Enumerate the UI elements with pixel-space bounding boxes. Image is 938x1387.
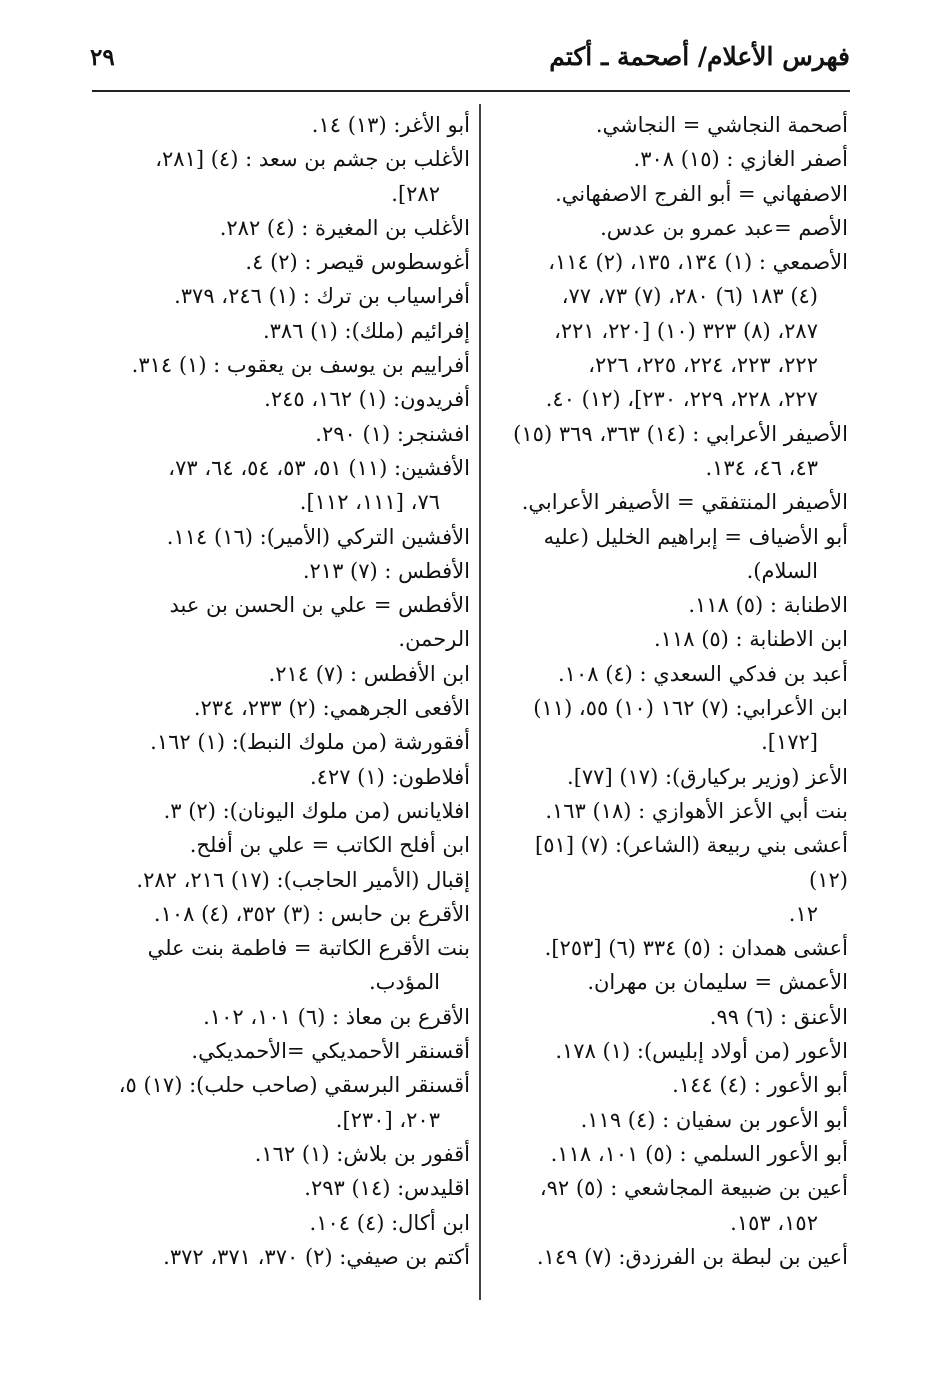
index-entry-line: الأعنق : (٦) ٩٩. xyxy=(709,1004,848,1029)
index-entry xyxy=(492,1171,848,1240)
index-entry-line: أفقورشة (من ملوك النبط): (١) ١٦٢. xyxy=(150,730,470,755)
index-entry-line: الأقرع بن حابس : (٣) ٣٥٢، (٤) ١٠٨. xyxy=(153,901,470,926)
index-entry xyxy=(98,520,470,554)
page-number: ٢٩ xyxy=(90,44,115,71)
index-entry xyxy=(492,417,848,486)
index-entry-line: أبو الأضياف = إبراهيم الخليل (عليه xyxy=(543,524,848,549)
index-entry-line: إقبال (الأمير الحاجب): (١٧) ٢١٦، ٢٨٢. xyxy=(136,867,470,892)
index-entry xyxy=(98,794,470,828)
index-entry-line: الاصفهاني = أبو الفرج الاصفهاني. xyxy=(555,181,848,206)
index-entry-line: أبو الأعور السلمي : (٥) ١٠١، ١١٨. xyxy=(550,1141,848,1166)
index-entry-line: ١٥٢، ١٥٣. xyxy=(730,1210,818,1235)
index-entry xyxy=(492,1137,848,1171)
index-entry-line: أبو الأعور : (٤) ١٤٤. xyxy=(672,1073,848,1098)
index-entry-line: الأصمعي : (١) ١٣٤، ١٣٥، (٢) ١١٤، xyxy=(548,250,848,275)
index-entry xyxy=(492,794,848,828)
index-entry-line: أفراييم بن يوسف بن يعقوب : (١) ٣١٤. xyxy=(131,353,470,378)
index-entry xyxy=(98,725,470,759)
index-entry-line: الأصم =عبد عمرو بن عدس. xyxy=(600,215,848,240)
index-entry-line: الأفعى الجرهمي: (٢) ٢٣٣، ٢٣٤. xyxy=(193,696,470,721)
index-entry-line: أعشى بني ربيعة (الشاعر): (٧) [٥١] (١٢) xyxy=(535,833,848,892)
index-entry xyxy=(98,1034,470,1068)
index-entry xyxy=(492,1103,848,1137)
index-entry xyxy=(492,1000,848,1034)
index-entry-line: ٢٢٢، ٢٢٣، ٢٢٤، ٢٢٥، ٢٢٦، xyxy=(588,353,818,378)
index-entry-line: [١٧٢]. xyxy=(761,730,818,755)
index-entry xyxy=(98,417,470,451)
index-entry xyxy=(492,245,848,416)
right-column xyxy=(492,108,848,1274)
index-entry-line: السلام). xyxy=(746,558,818,583)
index-entry xyxy=(98,245,470,279)
index-entry-line: ٢٠٣، [٢٣٠]. xyxy=(335,1107,440,1132)
index-entry xyxy=(98,760,470,794)
index-entry-line: إفرائيم (ملك): (١) ٣٨٦. xyxy=(262,318,470,343)
index-entry xyxy=(98,314,470,348)
index-entry-line: اقليدس: (١٤) ٢٩٣. xyxy=(304,1176,470,1201)
index-entry xyxy=(492,931,848,965)
index-entry xyxy=(98,108,470,142)
index-entry xyxy=(492,622,848,656)
index-entry-line: أغوسطوس قيصر : (٢) ٤. xyxy=(245,250,470,275)
index-entry-line: ابن الأفطس : (٧) ٢١٤. xyxy=(268,661,470,686)
index-entry-line: أبو الأغر: (١٣) ١٤. xyxy=(311,113,470,137)
index-entry xyxy=(98,554,470,588)
index-entry xyxy=(98,1206,470,1240)
running-title: فهرس الأعلام/ أصحمة ـ أكتم xyxy=(549,42,850,71)
index-entry-line: أبو الأعور بن سفيان : (٤) ١١٩. xyxy=(580,1107,848,1132)
index-entry xyxy=(492,657,848,691)
index-entry-line: الأعز (وزير بركيارق): (١٧) [٧٧]. xyxy=(567,764,848,789)
left-column xyxy=(98,108,470,1274)
index-entry-line: الأصيفر المنتفقي = الأصيفر الأعرابي. xyxy=(521,490,848,515)
index-entry xyxy=(98,1171,470,1205)
index-entry xyxy=(98,348,470,382)
index-entry xyxy=(492,177,848,211)
index-entry xyxy=(492,520,848,589)
index-entry xyxy=(98,382,470,416)
index-entry-line: الأفشين التركي (الأمير): (١٦) ١١٤. xyxy=(166,524,470,549)
page-header xyxy=(90,42,850,82)
index-entry-line: أعبد بن فدكي السعدي : (٤) ١٠٨. xyxy=(557,661,848,686)
index-entry-line: ابن الاطنابة : (٥) ١١٨. xyxy=(653,627,848,652)
index-entry xyxy=(492,691,848,760)
index-entry-line: أفلاطون: (١) ٤٢٧. xyxy=(309,764,470,789)
index-entry-line: الأقرع بن معاذ : (٦) ١٠١، ١٠٢. xyxy=(203,1004,470,1029)
index-entry-line: ٢٢٧، ٢٢٨، ٢٢٩، ٢٣٠]، (١٢) ٤٠. xyxy=(545,387,818,412)
index-entry-line: أصفر الغازي : (١٥) ٣٠٨. xyxy=(633,147,848,172)
index-entry xyxy=(492,211,848,245)
index-entry xyxy=(492,828,848,931)
index-entry xyxy=(98,211,470,245)
index-entry-line: ٧٦، [١١١، ١١٢]. xyxy=(299,490,440,515)
index-entry-line: أكتم بن صيفي: (٢) ٣٧٠، ٣٧١، ٣٧٢. xyxy=(163,1244,470,1269)
column-divider xyxy=(479,104,481,1300)
index-entry xyxy=(98,1000,470,1034)
index-entry-line: الأعمش = سليمان بن مهران. xyxy=(587,970,848,995)
index-entry xyxy=(492,760,848,794)
index-entry xyxy=(98,657,470,691)
index-entry-line: أعين بن ضبيعة المجاشعي : (٥) ٩٢، xyxy=(539,1176,848,1201)
index-entry xyxy=(98,897,470,931)
index-entry xyxy=(98,691,470,725)
index-entry-line: ابن أكال: (٤) ١٠٤. xyxy=(309,1210,470,1235)
index-entry-line: ٢٨٢]. xyxy=(391,181,440,206)
index-entry xyxy=(492,142,848,176)
index-entry-line: المؤدب. xyxy=(368,970,440,995)
index-entry-line: افشنجر: (١) ٢٩٠. xyxy=(315,421,470,446)
index-entry xyxy=(492,1240,848,1274)
index-entry-line: الأفشين: (١١) ٥١، ٥٣، ٥٤، ٦٤، ٧٣، xyxy=(168,455,470,480)
index-entry xyxy=(98,1240,470,1274)
index-entry-line: ابن أفلح الكاتب = علي بن أفلح. xyxy=(189,833,470,858)
index-entry xyxy=(492,485,848,519)
index-entry-line: أفريدون: (١) ١٦٢، ٢٤٥. xyxy=(264,387,470,412)
index-entry-line: أعشى همدان : (٥) ٣٣٤ (٦) [٢٥٣]. xyxy=(544,936,848,961)
index-entry-line: (٤) ١٨٣ (٦) ٢٨٠، (٧) ٧٣، ٧٧، xyxy=(561,284,818,309)
index-entry-line: أقسنقر الأحمديكي =الأحمديكي. xyxy=(191,1039,470,1064)
index-entry xyxy=(98,142,470,211)
index-entry xyxy=(492,965,848,999)
index-entry-line: ١٢. xyxy=(788,901,818,926)
index-entry-line: الأغلب بن جشم بن سعد : (٤) [٢٨١، xyxy=(155,147,470,172)
index-entry-line: الأصيفر الأعرابي : (١٤) ٣٦٣، ٣٦٩ (١٥) xyxy=(513,421,848,446)
index-entry-line: الاطنابة : (٥) ١١٨. xyxy=(688,593,848,618)
index-entry-line: ٢٨٧، (٨) ٣٢٣ (١٠) [٢٢٠، ٢٢١، xyxy=(554,318,818,343)
index-entry xyxy=(492,1034,848,1068)
index-entry-line: ٤٣، ٤٦، ١٣٤. xyxy=(705,455,818,480)
index-entry-line: الأفطس = علي بن الحسن بن عبد الرحمن. xyxy=(169,593,470,652)
index-entry-line: ابن الأعرابي: (٧) ١٦٢ (١٠) ٥٥، (١١) xyxy=(533,696,848,721)
index-entry-line: الأغلب بن المغيرة : (٤) ٢٨٢. xyxy=(219,215,470,240)
index-entry-line: بنت أبي الأعز الأهوازي : (١٨) ١٦٣. xyxy=(545,798,848,823)
header-rule xyxy=(92,90,850,92)
index-entry-line: أصحمة النجاشي = النجاشي. xyxy=(595,113,848,137)
index-entry xyxy=(98,863,470,897)
index-entry xyxy=(492,1068,848,1102)
index-entry xyxy=(492,108,848,142)
index-entry-line: بنت الأقرع الكاتبة = فاطمة بنت علي xyxy=(147,936,470,961)
index-entry-line: أقسنقر البرسقي (صاحب حلب): (١٧) ٥، xyxy=(118,1073,470,1098)
index-entry-line: افلايانس (من ملوك اليونان): (٢) ٣. xyxy=(163,798,470,823)
index-entry-line: أفراسياب بن ترك : (١) ٢٤٦، ٣٧٩. xyxy=(174,284,470,309)
index-entry-line: أعين بن لبطة بن الفرزدق: (٧) ١٤٩. xyxy=(536,1244,848,1269)
index-entry-line: أقفور بن بلاش: (١) ١٦٢. xyxy=(254,1141,470,1166)
index-entry xyxy=(98,588,470,657)
index-entry-line: الأعور (من أولاد إبليس): (١) ١٧٨. xyxy=(555,1039,848,1064)
index-entry xyxy=(98,931,470,1000)
index-entry xyxy=(492,588,848,622)
index-entry xyxy=(98,1068,470,1137)
index-entry xyxy=(98,279,470,313)
index-entry xyxy=(98,1137,470,1171)
index-entry-line: الأفطس : (٧) ٢١٣. xyxy=(302,558,470,583)
index-entry xyxy=(98,828,470,862)
index-entry xyxy=(98,451,470,520)
